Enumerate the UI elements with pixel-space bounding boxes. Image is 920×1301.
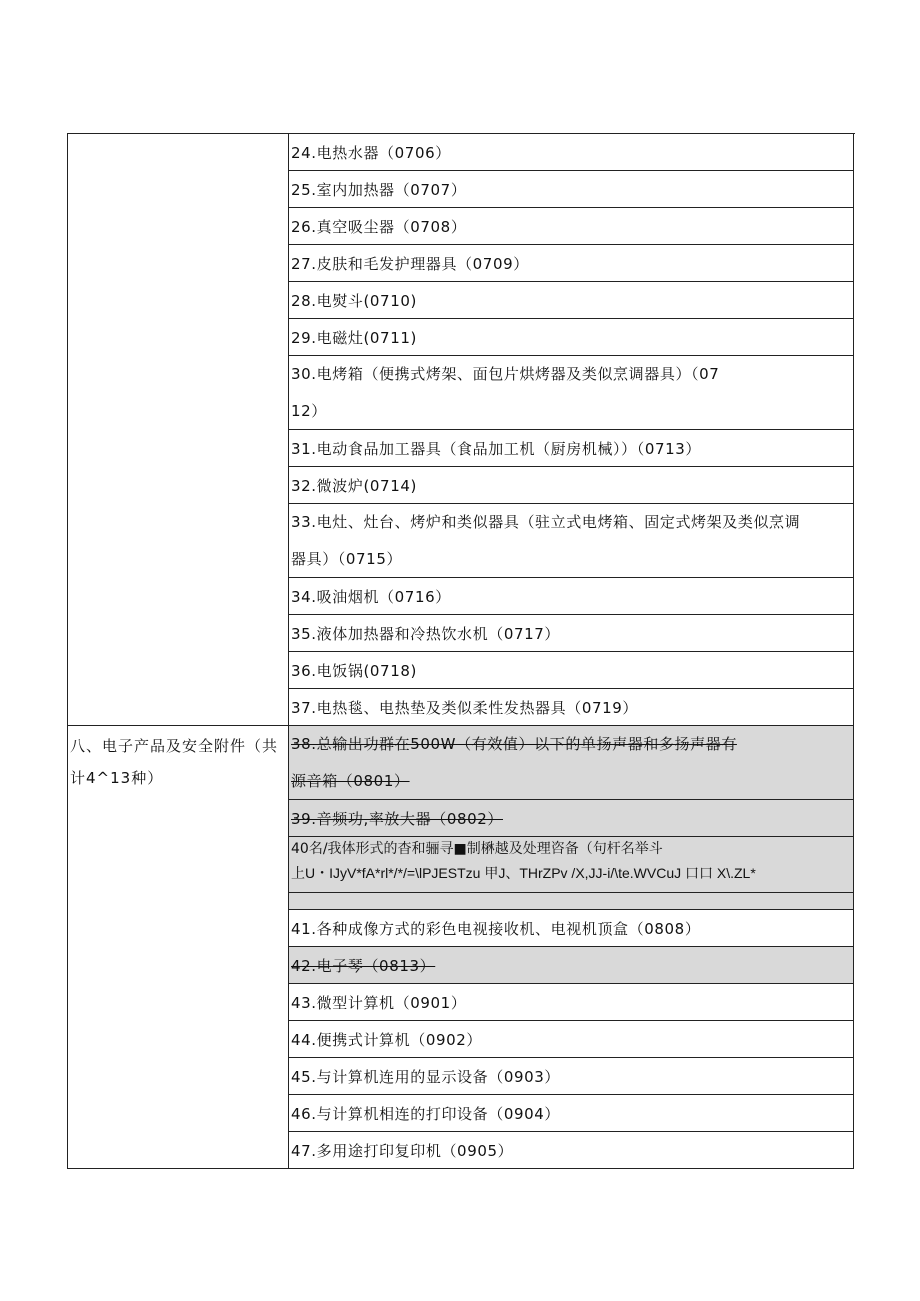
- table-row: [289, 1132, 854, 1169]
- item-column: [289, 134, 854, 726]
- table-row: [289, 171, 854, 208]
- category-label: [68, 726, 288, 794]
- table-row-struck: [289, 947, 854, 984]
- category-label-line2: 计4^13种）: [70, 769, 164, 787]
- product-table: [67, 133, 855, 1169]
- item-text: 26.真空吸尘器（0708）: [291, 217, 467, 236]
- item-text: 31.电动食品加工器具（食品加工机（厨房机械））（0713）: [291, 439, 702, 458]
- item-text: 42.电子琴（0813）: [291, 956, 436, 975]
- item-text: 38.总输出功群在500W（有效值）以下的单扬声器和多扬声器有: [291, 734, 737, 753]
- table-row: [289, 984, 854, 1021]
- table-row: [289, 1095, 854, 1132]
- table-row: [289, 578, 854, 615]
- item-text-continued: 12）: [291, 401, 327, 420]
- item-text-continued: 器具）（0715）: [291, 549, 403, 568]
- item-text-continued: 源音箱（0801）: [291, 771, 410, 790]
- item-text: 39.音频功,率放大器（0802）: [291, 809, 503, 828]
- table-group-electronics: [68, 726, 855, 1169]
- item-text: 24.电热水器（0706）: [291, 143, 451, 162]
- table-row-empty: [289, 893, 854, 910]
- table-row: [289, 689, 854, 726]
- table-row: [289, 430, 854, 467]
- item-text: 34.吸油烟机（0716）: [291, 587, 451, 606]
- table-row: [289, 245, 854, 282]
- item-text: 45.与计算机连用的显示设备（0903）: [291, 1067, 561, 1086]
- table-row-struck: [289, 800, 854, 837]
- item-text: 40名/我体形式的杳和骊寻■制楙越及处理咨备（句杆名举斗: [291, 841, 663, 857]
- table-row: [289, 134, 854, 171]
- item-text: 43.微型计算机（0901）: [291, 993, 467, 1012]
- table-row: [289, 910, 854, 947]
- item-text: 33.电灶、灶台、烤炉和类似器具（驻立式电烤箱、固定式烤架及类似烹调: [291, 512, 801, 531]
- item-text: 29.电磁灶(0711): [291, 328, 417, 347]
- table-group-appliances: [68, 134, 855, 726]
- table-row: [289, 319, 854, 356]
- item-text: 44.便携式计算机（0902）: [291, 1030, 483, 1049]
- table-row: [289, 652, 854, 689]
- item-column: [289, 726, 854, 1169]
- item-text: 27.皮肤和毛发护理器具（0709）: [291, 254, 529, 273]
- item-text: 30.电烤箱（便携式烤架、面包片烘烤器及类似烹调器具）（07: [291, 364, 720, 383]
- category-cell: [68, 726, 289, 1169]
- item-text: 41.各种成像方式的彩色电视接收机、电视机顶盒（0808）: [291, 919, 701, 938]
- table-row-struck: [289, 726, 854, 800]
- category-cell-empty: [68, 134, 289, 726]
- category-label-line1: 八、电子产品及安全附件（共: [70, 737, 279, 755]
- table-row: [289, 356, 854, 430]
- item-text: 32.微波炉(0714): [291, 476, 417, 495]
- item-text: 47.多用途打印复印机（0905）: [291, 1141, 514, 1160]
- item-text: 35.液体加热器和冷热饮水机（0717）: [291, 624, 561, 643]
- table-row: [289, 208, 854, 245]
- table-row: [289, 504, 854, 578]
- table-row-garbled: [289, 837, 854, 893]
- table-row: [289, 615, 854, 652]
- table-row: [289, 1021, 854, 1058]
- item-text: 37.电热毯、电热垫及类似柔性发热器具（0719）: [291, 698, 639, 717]
- table-row: [289, 1058, 854, 1095]
- item-text-garbled: 上U・IJyV*fA*rl*/*/=\lPJESTzu 甲J、THrZPv /X,JJ-i/\te.WVCuJ 口口 X\.ZL*: [291, 865, 756, 881]
- item-text: 28.电熨斗(0710): [291, 291, 417, 310]
- item-text: 36.电饭锅(0718): [291, 661, 417, 680]
- table-row: [289, 282, 854, 319]
- item-text: 25.室内加热器（0707）: [291, 180, 467, 199]
- table-row: [289, 467, 854, 504]
- item-text: 46.与计算机相连的打印设备（0904）: [291, 1104, 561, 1123]
